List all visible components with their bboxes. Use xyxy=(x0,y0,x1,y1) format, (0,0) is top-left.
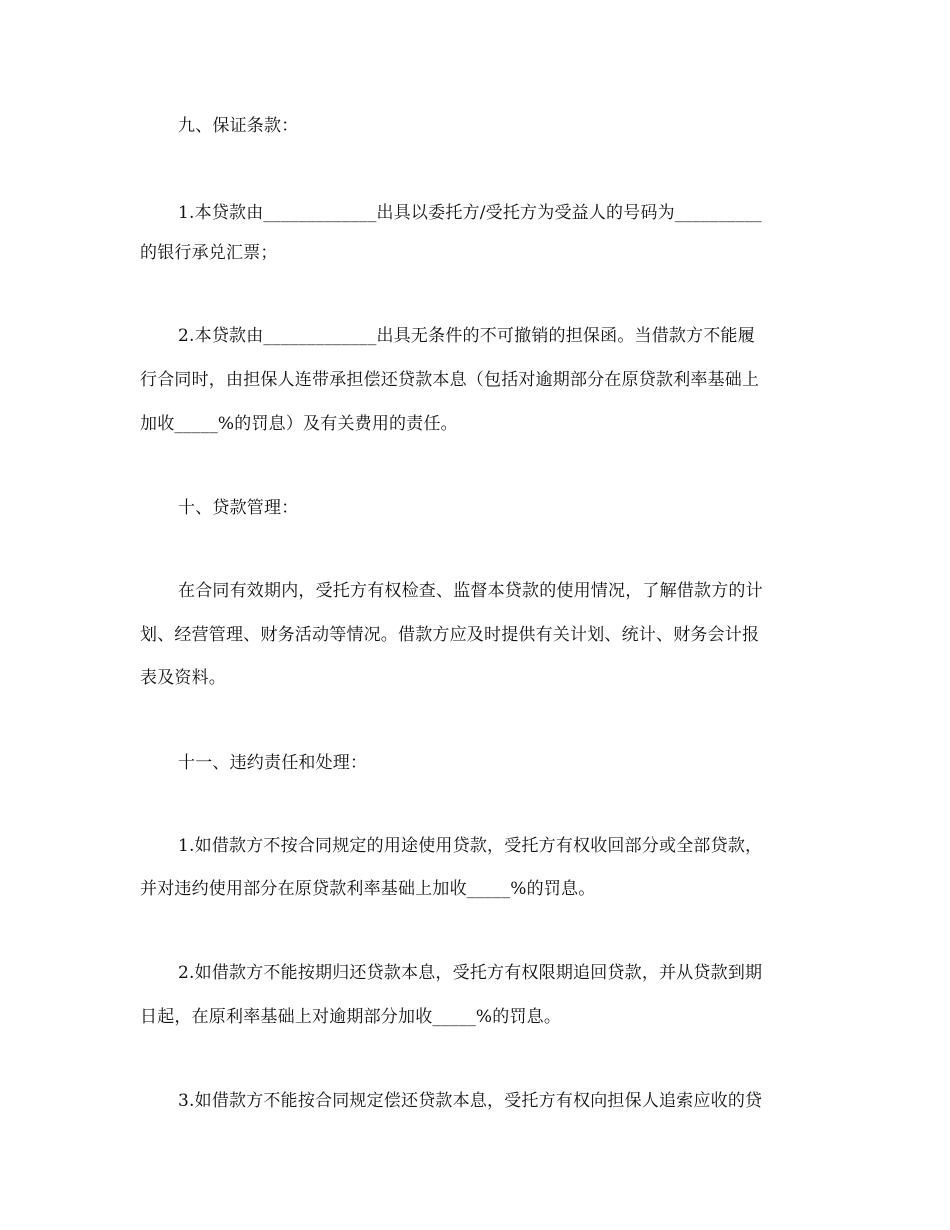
section-11-item-1-line-1: 1.如借款方不按合同规定的用途使用贷款，受托方有权收回部分或全部贷款， xyxy=(178,836,763,856)
section-9-heading: 九、保证条款： xyxy=(178,116,299,136)
section-10-para-line-3: 表及资料。 xyxy=(140,668,226,688)
section-11-item-3-line-1: 3.如借款方不能按合同规定偿还贷款本息，受托方有权向担保人追索应收的贷 xyxy=(178,1091,763,1111)
section-10-para-line-1: 在合同有效期内，受托方有权检查、监督本贷款的使用情况，了解借款方的计 xyxy=(178,581,763,601)
section-11-item-1-line-2: 并对违约使用部分在原贷款利率基础上加收_____%的罚息。 xyxy=(140,879,596,899)
section-11-heading: 十一、违约责任和处理： xyxy=(178,753,368,773)
section-10-para-line-2: 划、经营管理、财务活动等情况。借款方应及时提供有关计划、统计、财务会计报 xyxy=(140,625,760,645)
section-9-item-2-line-2: 行合同时，由担保人连带承担偿还贷款本息（包括对逾期部分在原贷款利率基础上 xyxy=(140,370,760,390)
section-10-heading: 十、贷款管理： xyxy=(178,498,299,518)
section-9-item-1-line-1: 1.本贷款由_____________出具以委托方/受托方为受益人的号码为__________ xyxy=(178,203,762,223)
section-11-item-2-line-2: 日起，在原利率基础上对逾期部分加收_____%的罚息。 xyxy=(140,1007,562,1027)
section-9-item-2-line-3: 加收_____%的罚息）及有关费用的责任。 xyxy=(140,414,458,434)
section-11-item-2-line-1: 2.如借款方不能按期归还贷款本息，受托方有权限期追回贷款，并从贷款到期 xyxy=(178,963,763,983)
section-9-item-1-line-2: 的银行承兑汇票； xyxy=(140,243,278,263)
section-9-item-2-line-1: 2.本贷款由_____________出具无条件的不可撤销的担保函。当借款方不能履 xyxy=(178,326,755,346)
